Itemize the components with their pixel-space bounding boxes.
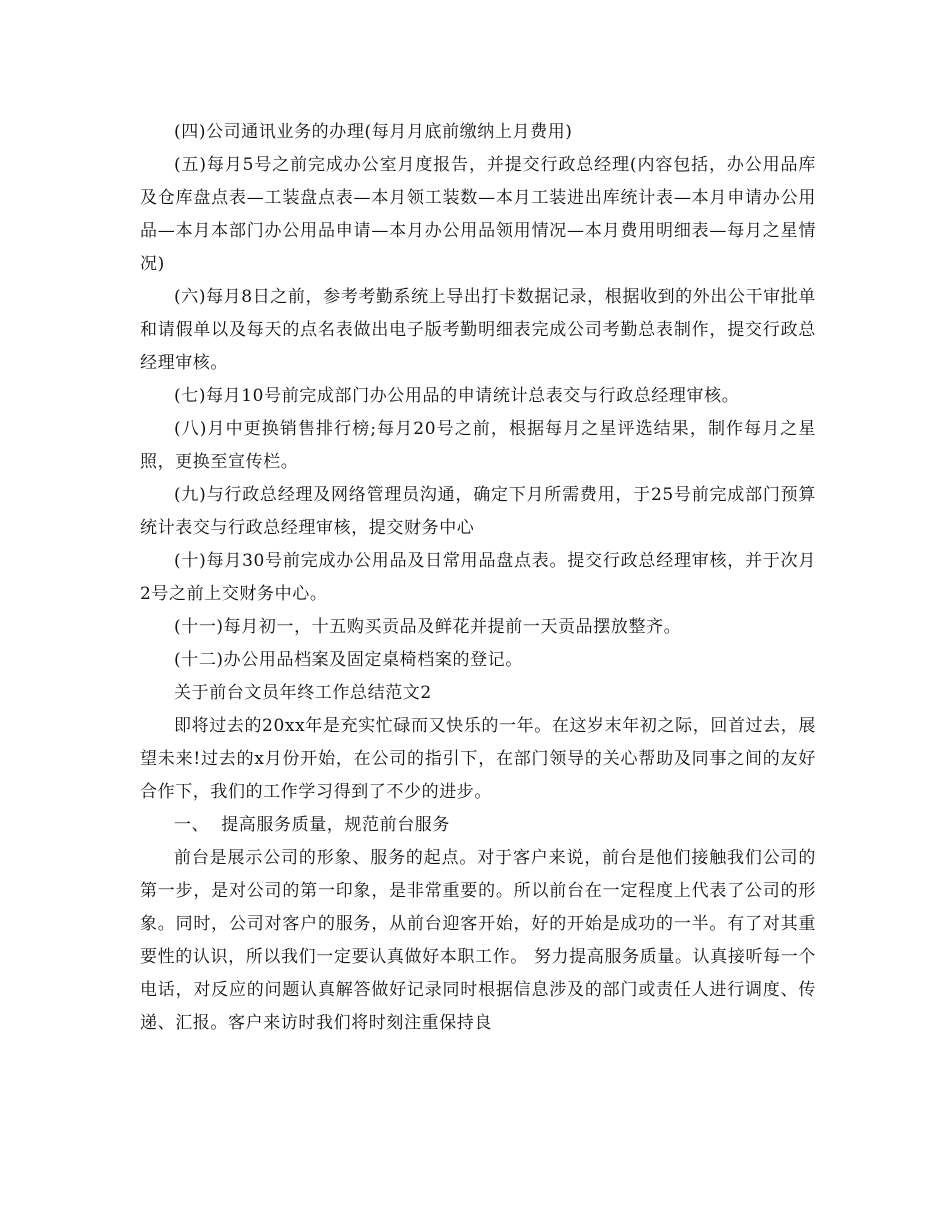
list-item: (六)每月8日之前，参考考勤系统上导出打卡数据记录，根据收到的外出公干审批单和请假单以及每天的点名表做出电子版考勤明细表完成公司考勤总表制作，提交行政总经理审核。 bbox=[140, 287, 816, 373]
list-item: (五)每月5号之前完成办公室月度报告，并提交行政总经理(内容包括，办公用品库及仓库盘点表—工装盘点表—本月领工装数—本月工装进出库统计表—本月申请办公用品—本月本部门办公用品申请—本月办公用品领用情况—本月费用明细表—每月之星情况) bbox=[140, 155, 816, 274]
section-title: 关于前台文员年终工作总结范文2 bbox=[174, 683, 432, 703]
document-body bbox=[140, 116, 816, 1040]
list-item: (四)公司通讯业务的办理(每月月底前缴纳上月费用) bbox=[174, 122, 573, 142]
list-item: (八)月中更换销售排行榜;每月20号之前，根据每月之星评选结果，制作每月之星照，更换至宣传栏。 bbox=[140, 419, 816, 472]
subheading: 一、 提高服务质量，规范前台服务 bbox=[174, 815, 451, 835]
list-item: (九)与行政总经理及网络管理员沟通，确定下月所需费用，于25号前完成部门预算统计表交与行政总经理审核，提交财务中心 bbox=[140, 485, 816, 538]
list-item: (十)每月30号前完成办公用品及日常用品盘点表。提交行政总经理审核，并于次月2号之前上交财务中心。 bbox=[140, 551, 816, 604]
body-paragraph: 前台是展示公司的形象、服务的起点。对于客户来说，前台是他们接触我们公司的第一步，是对公司的第一印象，是非常重要的。所以前台在一定程度上代表了公司的形象。同时，公司对客户的服务，从前台迎客开始，好的开始是成功的一半。有了对其重要性的认识，所以我们一定要认真做好本职工作。 努力提高服务质量。认真接听每一个电话，对反应的问题认真解答做好记录同时根据信息涉及的部门或责任人进行调度、传递、汇报。客户来访时我们将时刻注重保持良 bbox=[140, 848, 816, 1033]
list-item: (十一)每月初一，十五购买贡品及鲜花并提前一天贡品摆放整齐。 bbox=[174, 617, 682, 637]
list-item: (十二)办公用品档案及固定桌椅档案的登记。 bbox=[174, 650, 523, 670]
intro-paragraph: 即将过去的20xx年是充实忙碌而又快乐的一年。在这岁末年初之际，回首过去，展望未来!过去的x月份开始，在公司的指引下，在部门领导的关心帮助及同事之间的友好合作下，我们的工作学习得到了不少的进步。 bbox=[140, 716, 816, 802]
list-item: (七)每月10号前完成部门办公用品的申请统计总表交与行政总经理审核。 bbox=[174, 386, 740, 406]
